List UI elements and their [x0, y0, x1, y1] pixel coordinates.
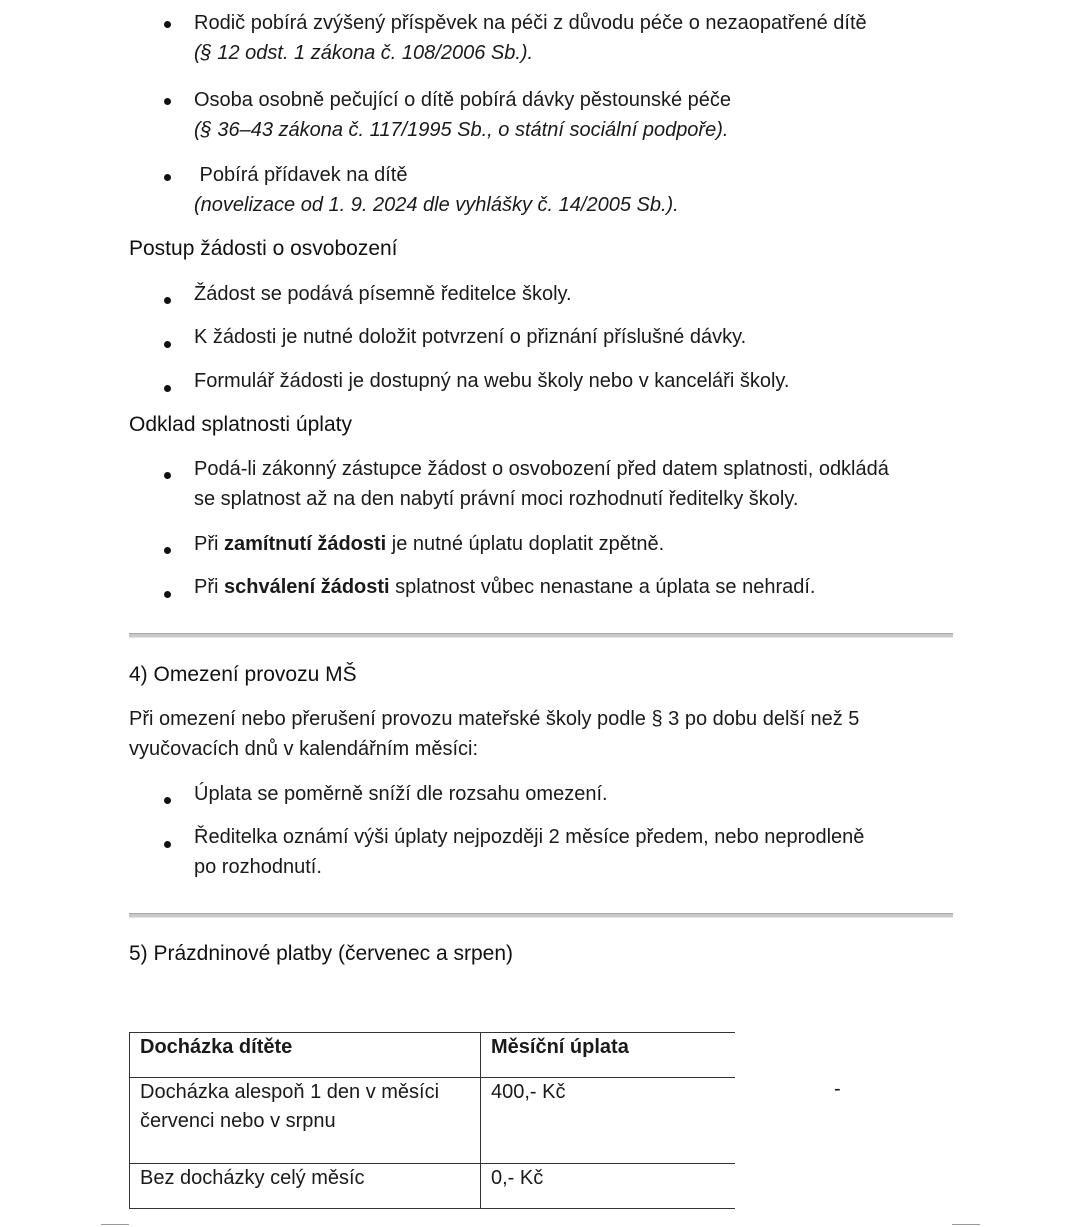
section-heading-procedure: Postup žádosti o osvobození [129, 237, 398, 260]
list-item [194, 160, 679, 220]
list-item-text: Rodič pobírá zvýšený příspěvek na péči z důvodu péče o nezaopatřené dítě [194, 12, 867, 34]
holiday-fee-table [129, 1032, 735, 1209]
list-item-text: Pobírá přídavek na dítě [194, 164, 408, 186]
bullet-icon [164, 591, 171, 598]
table-row [130, 1078, 736, 1164]
list-item [194, 85, 731, 145]
list-item: Žádost se podává písemně ředitelce školy. [194, 283, 572, 305]
emphasis-rejection: zamítnutí žádosti [224, 533, 387, 555]
list-item-text: po rozhodnutí. [194, 856, 322, 878]
list-item [194, 529, 664, 559]
paragraph [129, 704, 859, 764]
text-suffix: splatnost vůbec nenastane a úplata se nehradí. [389, 576, 816, 598]
bullet-icon [164, 841, 171, 848]
section-heading-deferral: Odklad splatnosti úplaty [129, 413, 352, 436]
text-prefix: Při [194, 533, 224, 555]
list-item: Úplata se poměrně sníží dle rozsahu omezení. [194, 783, 608, 805]
horizontal-divider [129, 633, 953, 638]
side-mark: - [834, 1078, 841, 1100]
legal-reference: (novelizace od 1. 9. 2024 dle vyhlášky č. 14/2005 Sb.). [194, 194, 679, 216]
bullet-icon [164, 472, 171, 479]
list-item [194, 822, 864, 882]
bullet-icon [164, 174, 171, 181]
list-item-text: se splatnost až na den nabytí právní moci rozhodnutí ředitelky školy. [194, 488, 799, 510]
list-item [194, 572, 815, 602]
bullet-icon [164, 547, 171, 554]
bullet-icon [164, 341, 171, 348]
list-item: Formulář žádosti je dostupný na webu školy nebo v kanceláři školy. [194, 370, 790, 392]
emphasis-approval: schválení žádosti [224, 576, 390, 598]
bullet-icon [164, 385, 171, 392]
text-suffix: je nutné úplatu doplatit zpětně. [386, 533, 665, 555]
paragraph-line: Při omezení nebo přerušení provozu mateřské školy podle § 3 po dobu delší než 5 [129, 708, 860, 730]
list-item-text: Podá-li zákonný zástupce žádost o osvobození před datem splatnosti, odkládá [194, 458, 889, 480]
bullet-icon [164, 297, 171, 304]
table-cell: 400,- Kč [481, 1078, 736, 1164]
text-prefix: Při [194, 576, 224, 598]
table-cell: 0,- Kč [481, 1164, 736, 1209]
list-item [194, 8, 867, 68]
legal-reference: (§ 36–43 zákona č. 117/1995 Sb., o státní sociální podpoře). [194, 119, 729, 141]
page-corner-mark [101, 1224, 129, 1225]
section-heading-5: 5) Prázdninové platby (červenec a srpen) [129, 942, 514, 965]
horizontal-divider [129, 913, 953, 918]
table-cell: Bez docházky celý měsíc [130, 1164, 481, 1209]
table-cell [130, 1078, 481, 1164]
list-item-text: Ředitelka oznámí výši úplaty nejpozději 2 měsíce předem, nebo neprodleně [194, 826, 865, 848]
list-item-text: Osoba osobně pečující o dítě pobírá dávky pěstounské péče [194, 89, 732, 111]
table-header: Měsíční úplata [481, 1033, 736, 1078]
list-item [194, 454, 889, 514]
bullet-icon [164, 21, 171, 28]
legal-reference: (§ 12 odst. 1 zákona č. 108/2006 Sb.). [194, 42, 534, 64]
cell-text: Docházka alespoň 1 den v měsíci [140, 1081, 440, 1103]
table-row [130, 1164, 736, 1209]
cell-text: červenci nebo v srpnu [140, 1110, 336, 1132]
table-header-row [130, 1033, 736, 1078]
bullet-icon [164, 797, 171, 804]
list-item: K žádosti je nutné doložit potvrzení o přiznání příslušné dávky. [194, 326, 747, 348]
section-heading-4: 4) Omezení provozu MŠ [129, 663, 357, 686]
bullet-icon [164, 98, 171, 105]
table-header: Docházka dítěte [130, 1033, 481, 1078]
paragraph-line: vyučovacích dnů v kalendářním měsíci: [129, 738, 479, 760]
page-corner-mark [952, 1224, 980, 1225]
